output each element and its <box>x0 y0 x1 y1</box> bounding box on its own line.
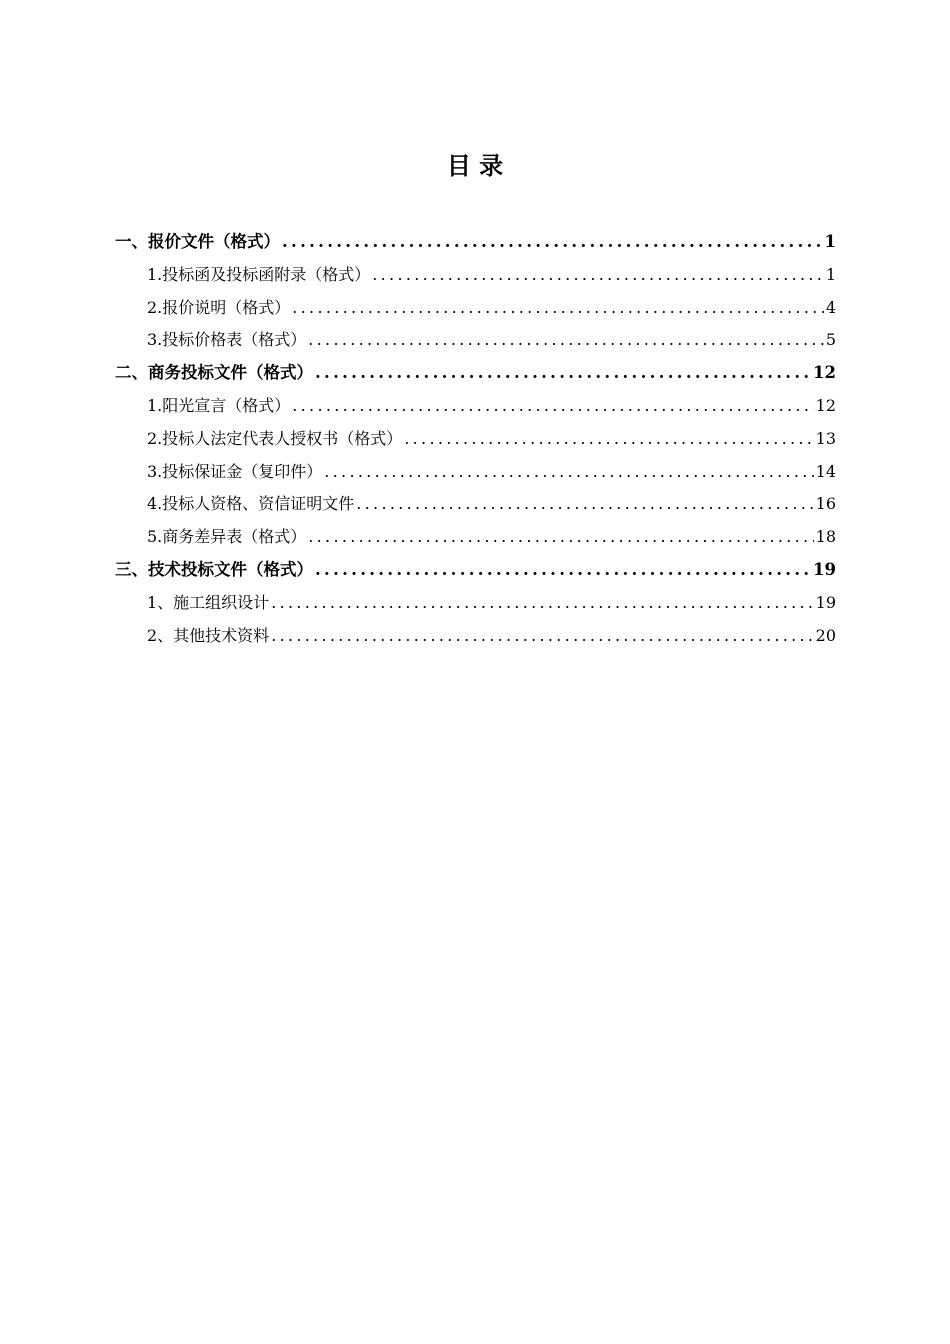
toc-entry[interactable] <box>115 357 836 390</box>
toc-entry-title: 3.投标价格表（格式） <box>147 330 307 350</box>
toc-dot-leader <box>315 357 811 390</box>
toc-entry-title: 三、技术投标文件（格式） <box>115 559 313 579</box>
toc-page-number: 12 <box>815 395 836 415</box>
toc-entry-title: 5.商务差异表（格式） <box>147 527 307 547</box>
toc-dot-leader <box>271 620 813 653</box>
toc-entry[interactable] <box>115 456 836 489</box>
toc-page-number: 18 <box>815 527 836 547</box>
toc-entry-title: 1、施工组织设计 <box>147 592 270 612</box>
toc-entry[interactable] <box>115 587 836 620</box>
toc-page-number: 13 <box>815 428 836 448</box>
toc-dot-leader <box>308 521 813 554</box>
toc-entry-title: 1.阳光宣言（格式） <box>147 395 291 415</box>
toc-entry[interactable] <box>115 390 836 423</box>
toc-entry[interactable] <box>115 488 836 521</box>
toc-entry[interactable] <box>115 620 836 653</box>
toc-entry-title: 2、其他技术资料 <box>147 625 270 645</box>
toc-page-number: 5 <box>825 330 836 350</box>
toc-dot-leader <box>356 488 813 521</box>
table-of-contents <box>115 226 836 652</box>
toc-page-number: 19 <box>815 592 836 612</box>
toc-page-number: 1 <box>824 232 836 251</box>
toc-entry[interactable] <box>115 259 836 292</box>
toc-entry[interactable] <box>115 423 836 456</box>
toc-page-number: 16 <box>815 494 836 514</box>
toc-entry[interactable] <box>115 521 836 554</box>
toc-entry[interactable] <box>115 554 836 587</box>
toc-page-number: 20 <box>815 625 836 645</box>
toc-entry-title: 1.投标函及投标函附录（格式） <box>147 264 371 284</box>
toc-entry-title: 2.报价说明（格式） <box>147 297 291 317</box>
toc-page-number: 4 <box>825 297 836 317</box>
toc-entry[interactable] <box>115 292 836 325</box>
toc-entry[interactable] <box>115 324 836 357</box>
toc-page-number: 12 <box>813 363 836 383</box>
toc-page-number: 1 <box>825 264 836 284</box>
toc-dot-leader <box>282 226 823 259</box>
toc-dot-leader <box>292 390 813 423</box>
toc-dot-leader <box>372 259 824 292</box>
toc-entry[interactable] <box>115 226 836 259</box>
page-title: 目 录 <box>446 151 504 180</box>
toc-entry-title: 一、报价文件（格式） <box>115 232 280 251</box>
toc-dot-leader <box>324 456 813 489</box>
toc-entry-title: 3.投标保证金（复印件） <box>147 461 323 481</box>
toc-entry-title: 2.投标人法定代表人授权书（格式） <box>147 428 403 448</box>
toc-entry-title: 二、商务投标文件（格式） <box>115 363 313 383</box>
toc-dot-leader <box>308 324 824 357</box>
toc-dot-leader <box>271 587 813 620</box>
toc-dot-leader <box>292 292 824 325</box>
toc-entry-title: 4.投标人资格、资信证明文件 <box>147 494 355 514</box>
toc-dot-leader <box>404 423 813 456</box>
toc-dot-leader <box>315 554 811 587</box>
toc-page-number: 19 <box>813 559 836 579</box>
toc-page-number: 14 <box>815 461 836 481</box>
